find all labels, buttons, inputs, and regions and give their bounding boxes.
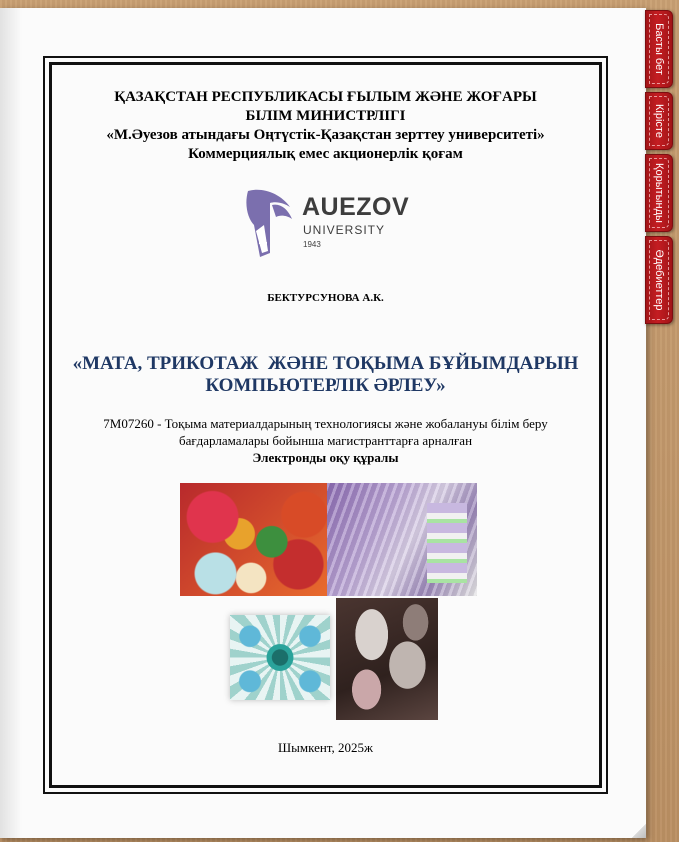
document-type: Электронды оқу құралы xyxy=(252,450,399,465)
book-page xyxy=(0,8,646,838)
university-name: «М.Әуезов атындағы Оңтүстік-Қазақстан зерттеу университеті» xyxy=(106,127,545,143)
document-title xyxy=(45,353,606,397)
university-logo xyxy=(240,185,420,259)
logo-year: 1943 xyxy=(303,240,321,249)
logo-subtitle: UNIVERSITY xyxy=(303,223,386,237)
auezov-emblem-icon xyxy=(240,185,296,259)
ministry-line-2: БІЛІМ МИНИСТРЛІГІ xyxy=(245,108,406,124)
document-subtitle xyxy=(45,415,606,449)
tab-main-page[interactable] xyxy=(645,10,673,88)
fabric-rolls-image xyxy=(180,483,328,596)
ministry-header xyxy=(45,88,606,164)
leaf-print-image xyxy=(336,598,438,720)
tab-introduction[interactable] xyxy=(645,92,673,150)
subtitle-line-1: 7М07260 - Тоқыма материалдарының технологиясы және жобалануы білім беру xyxy=(103,416,548,431)
organization-type: Коммерциялық емес акционерлік қоғам xyxy=(188,146,463,162)
page-curl[interactable] xyxy=(632,824,646,838)
textile-pattern-image xyxy=(230,615,330,700)
subtitle-line-2: бағдарламалары бойынша магистранттарға арналған xyxy=(178,433,473,448)
ministry-line-1: ҚАЗАҚСТАН РЕСПУБЛИКАСЫ ҒЫЛЫМ ЖӘНЕ ЖОҒАРЫ xyxy=(114,89,537,105)
tab-label: Әдебиеттер xyxy=(653,249,665,311)
title-page-content xyxy=(45,58,606,792)
tab-conclusion[interactable] xyxy=(645,154,673,232)
title-line-1: «МАТА, ТРИКОТАЖ ЖӘНЕ ТОҚЫМА БҰЙЫМДАРЫН xyxy=(72,353,579,374)
tab-label: Қорытынды xyxy=(653,163,665,223)
page-border-outer xyxy=(43,56,608,794)
author-name: БЕКТУРСУНОВА А.К. xyxy=(267,292,384,304)
tab-label: Кірісте xyxy=(653,104,665,138)
title-line-2: КОМПЬЮТЕРЛІК ӘРЛЕУ» xyxy=(205,375,446,396)
place-and-year: Шымкент, 2025ж xyxy=(278,740,373,755)
tab-label: Басты бет xyxy=(653,23,665,75)
fabric-swatches-image xyxy=(327,483,477,596)
logo-name: AUEZOV xyxy=(302,193,410,221)
tab-references[interactable] xyxy=(645,236,673,324)
